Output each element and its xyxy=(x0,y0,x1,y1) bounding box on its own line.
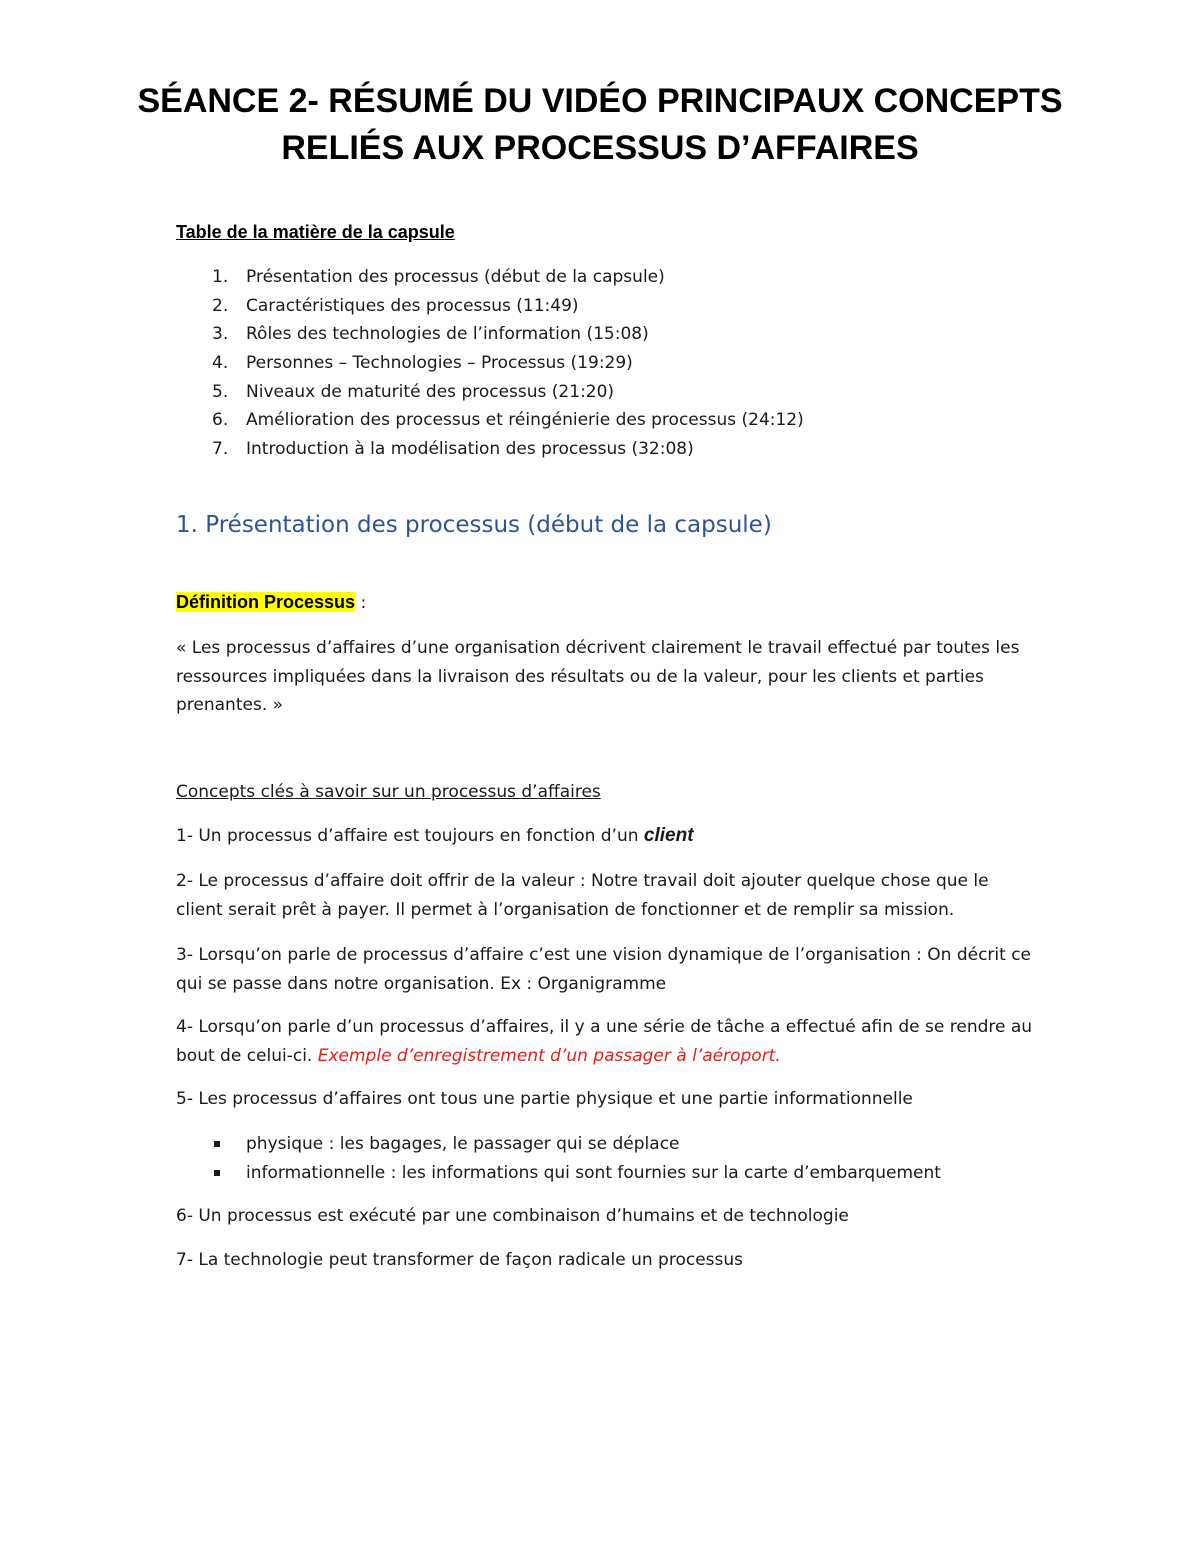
bullet-text: physique : les bagages, le passager qui se déplace xyxy=(246,1134,680,1154)
toc-item-text: Niveaux de maturité des processus (21:20) xyxy=(246,381,615,402)
document-title: SÉANCE 2- RÉSUMÉ DU VIDÉO PRINCIPAUX CONCEPTS RELIÉS AUX PROCESSUS D’AFFAIRES xyxy=(137,82,1063,167)
toc-item-text: Présentation des processus (début de la capsule) xyxy=(246,267,665,287)
toc-list xyxy=(176,263,1076,464)
definition-line xyxy=(176,592,366,613)
client-emphasis: client xyxy=(643,825,694,846)
toc-item-number: 6. xyxy=(212,410,229,431)
toc-item xyxy=(176,435,1076,464)
definition-suffix: : xyxy=(355,593,367,613)
toc-heading: Table de la matière de la capsule xyxy=(176,222,455,242)
section-heading: 1. Présentation des processus (début de la capsule) xyxy=(176,512,772,538)
toc-item-number: 4. xyxy=(212,353,229,374)
concept-paragraph-3: 3- Lorsqu’on parle de processus d’affaire c’est une vision dynamique de l’organisation : On décrit ce qui se passe dans notre organisation. Ex : Organigramme xyxy=(176,945,1032,994)
toc-item xyxy=(176,292,1076,321)
concept-text: 1- Un processus d’affaire est toujours en fonction d’un xyxy=(176,826,644,846)
bullet-item xyxy=(176,1130,1056,1159)
concept-paragraph-4 xyxy=(176,1013,1036,1070)
toc-item xyxy=(176,320,1076,349)
toc-item-text: Rôles des technologies de l’information (15:08) xyxy=(246,324,649,345)
toc-item-number: 2. xyxy=(212,295,229,316)
toc-item xyxy=(176,349,1076,378)
toc-item xyxy=(176,263,1076,292)
square-bullet-icon xyxy=(176,1130,246,1159)
toc-item-number: 3. xyxy=(212,324,229,345)
bullet-item xyxy=(176,1159,1056,1188)
concept-paragraph-2: 2- Le processus d’affaire doit offrir de la valeur : Notre travail doit ajouter quelque chose que le client serait prêt à payer. Il permet à l’organisation de fonctionner et de remplir sa mission. xyxy=(176,871,989,920)
toc-item xyxy=(176,406,1076,435)
toc-item-number: 7. xyxy=(212,439,229,460)
square-bullet-icon xyxy=(176,1159,246,1188)
definition-label: Définition Processus xyxy=(176,592,356,612)
toc-item-text: Personnes – Technologies – Processus (19:29) xyxy=(246,353,633,374)
concept-text: 4- Lorsqu’on parle d’un processus d’affaires, il y a une série de tâche a effectué afin de se rendre au bout de celui-ci. xyxy=(176,1017,1033,1066)
definition-quote: « Les processus d’affaires d’une organisation décrivent clairement le travail effectué par toutes les ressources impliquées dans la livraison des résultats ou de la valeur, pour les clients et parties prenantes. » xyxy=(176,638,1020,715)
concept-paragraph-7: 7- La technologie peut transformer de façon radicale un processus xyxy=(176,1250,744,1270)
toc-item xyxy=(176,378,1076,407)
toc-item-number: 5. xyxy=(212,381,229,402)
concepts-heading: Concepts clés à savoir sur un processus d’affaires xyxy=(176,782,601,802)
concept-paragraph-5: 5- Les processus d’affaires ont tous une partie physique et une partie informationnelle xyxy=(176,1089,913,1109)
toc-item-text: Caractéristiques des processus (11:49) xyxy=(246,295,579,316)
concept-paragraph-1 xyxy=(176,822,1036,851)
toc-item-text: Introduction à la modélisation des processus (32:08) xyxy=(246,439,694,460)
toc-item-text: Amélioration des processus et réingénierie des processus (24:12) xyxy=(246,410,804,431)
bullet-text: informationnelle : les informations qui sont fournies sur la carte d’embarquement xyxy=(246,1162,941,1183)
example-text: Exemple d’enregistrement d’un passager à l’aéroport. xyxy=(317,1045,781,1066)
toc-item-number: 1. xyxy=(212,267,229,287)
bullet-list xyxy=(176,1130,1056,1187)
concept-paragraph-6: 6- Un processus est exécuté par une combinaison d’humains et de technologie xyxy=(176,1206,849,1226)
